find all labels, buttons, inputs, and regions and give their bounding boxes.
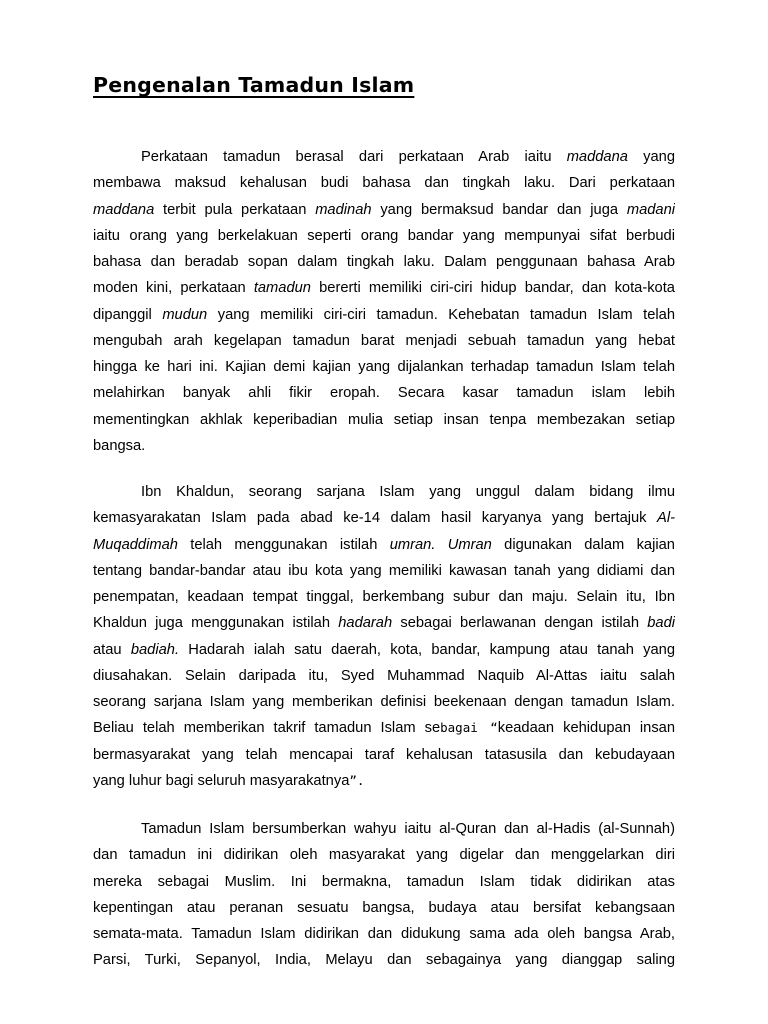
paragraph-line: penempatan, keadaan tempat tinggal, berkembang subur dan maju. Selain itu, Ibn xyxy=(93,589,675,605)
paragraph-line: mementingkan akhlak keperibadian mulia setiap insan tenpa membezakan setiap xyxy=(93,411,675,428)
paragraph-line: seorang sarjana Islam yang memberikan definisi beekenaan dengan tamadun Islam. xyxy=(93,694,675,710)
paragraph-line: Muqaddimah telah menggunakan istilah umran. Umran digunakan dalam kajian xyxy=(93,536,675,553)
paragraph-line: membawa maksud kehalusan budi bahasa dan tingkah laku. Dari perkataan xyxy=(93,175,675,192)
paragraph-2 xyxy=(93,479,675,794)
paragraph-line: Khaldun juga menggunakan istilah hadarah sebagai berlawanan dengan istilah badi xyxy=(93,615,675,632)
paragraph-line: semata-mata. Tamadun Islam didirikan dan didukung sama ada oleh bangsa Arab, xyxy=(93,926,675,942)
paragraph-line: Tamadun Islam bersumberkan wahyu iaitu al-Quran dan al-Hadis (al-Sunnah) xyxy=(141,821,675,837)
paragraph-line: melahirkan banyak ahli fikir eropah. Secara kasar tamadun islam lebih xyxy=(93,385,675,402)
paragraph-line: mereka sebagai Muslim. Ini bermakna, tamadun Islam tidak didirikan atas xyxy=(93,873,675,890)
paragraph-line: kepentingan atau peranan sesuatu bangsa, budaya atau bersifat kebangsaan xyxy=(93,899,675,916)
document-title: Pengenalan Tamadun Islam xyxy=(93,73,415,97)
paragraph-line: dipanggil mudun yang memiliki ciri-ciri tamadun. Kehebatan tamadun Islam telah xyxy=(93,306,675,323)
paragraph-line: yang luhur bagi seluruh masyarakatnya”. xyxy=(93,772,365,789)
paragraph-line: maddana terbit pula perkataan madinah yang bermaksud bandar dan juga madani xyxy=(93,201,675,218)
paragraph-line: hingga ke hari ini. Kajian demi kajian yang dijalankan terhadap tamadun Islam telah xyxy=(93,359,675,375)
paragraph-line: bermasyarakat yang telah mencapai taraf kehalusan tatasusila dan kebudayaan xyxy=(93,746,675,763)
paragraph-1 xyxy=(93,144,675,459)
paragraph-line: moden kini, perkataan tamadun bererti memiliki ciri-ciri hidup bandar, dan kota-kota xyxy=(93,280,675,297)
paragraph-line: tentang bandar-bandar atau ibu kota yang memiliki kawasan tanah yang didiami dan xyxy=(93,562,675,579)
paragraph-line: mengubah arah kegelapan tamadun barat menjadi sebuah tamadun yang hebat xyxy=(93,332,675,349)
paragraph-line: Beliau telah memberikan takrif tamadun Islam sebagai “keadaan kehidupan insan xyxy=(93,720,675,737)
paragraph-line: dan tamadun ini didirikan oleh masyarakat yang digelar dan menggelarkan diri xyxy=(93,847,675,864)
paragraph-line: atau badiah. Hadarah ialah satu daerah, kota, bandar, kampung atau tanah yang xyxy=(93,641,675,658)
paragraph-line: bangsa. xyxy=(93,437,146,454)
paragraph-line: Parsi, Turki, Sepanyol, India, Melayu dan sebagainya yang dianggap saling xyxy=(93,952,675,969)
paragraph-line: bahasa dan beradab sopan dalam tingkah laku. Dalam penggunaan bahasa Arab xyxy=(93,254,675,270)
paragraph-line: iaitu orang yang berkelakuan seperti orang bandar yang mempunyai sifat berbudi xyxy=(93,227,675,244)
paragraph-line: Perkataan tamadun berasal dari perkataan Arab iaitu maddana yang xyxy=(141,149,675,165)
paragraph-line: Ibn Khaldun, seorang sarjana Islam yang unggul dalam bidang ilmu xyxy=(141,484,675,500)
paragraph-line: diusahakan. Selain daripada itu, Syed Muhammad Naquib Al-Attas iaitu salah xyxy=(93,667,675,684)
paragraph-3 xyxy=(93,816,675,974)
paragraph-line: kemasyarakatan Islam pada abad ke-14 dalam hasil karyanya yang bertajuk Al- xyxy=(93,510,675,527)
